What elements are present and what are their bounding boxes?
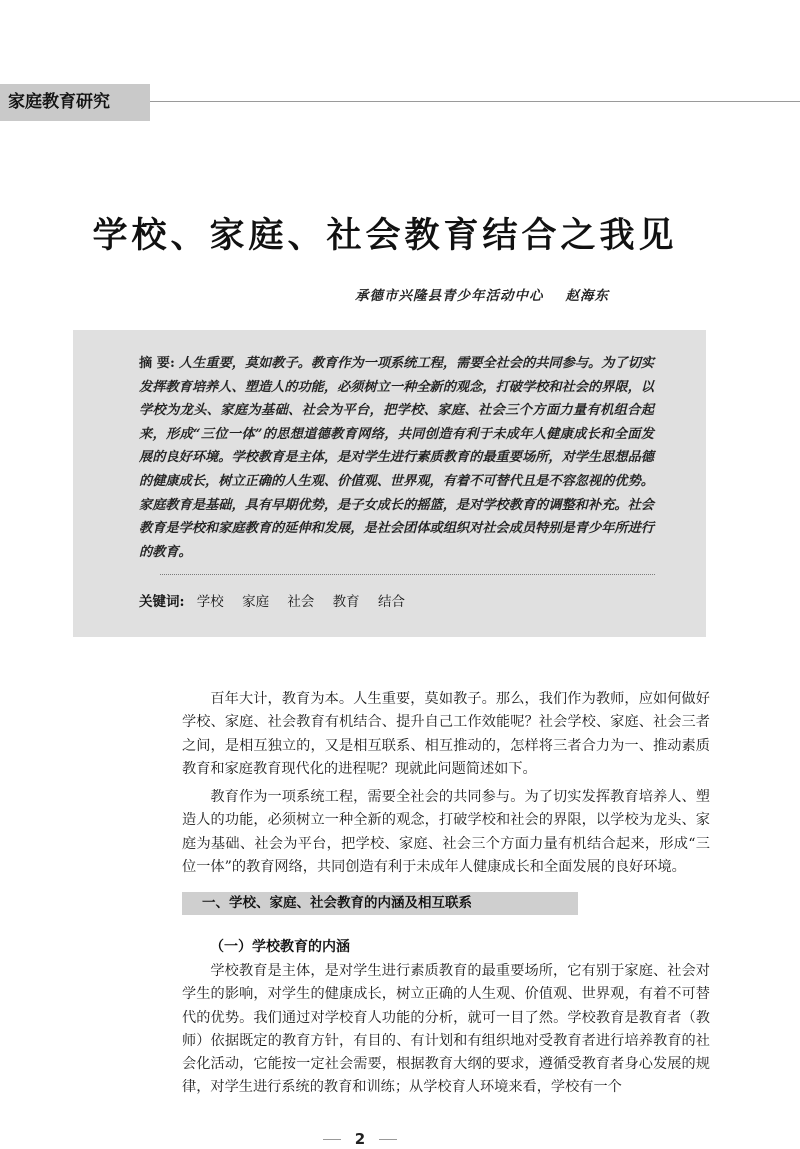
page-number: 2 <box>354 1130 366 1148</box>
footer-rule-left <box>323 1139 341 1140</box>
author-name: 赵海东 <box>565 288 609 304</box>
body-paragraph: 百年大计，教育为本。人生重要，莫如教子。那么，我们作为教师，应如何做好学校、家庭、社会教育有机结合、提升自己工作效能呢？社会学校、家庭、社会三者之间，是相互独立的，又是相互联系、相互推动的，怎样将三者合力为一、推动素质教育和家庭教育现代化的进程呢？现就此问题简述如下。 <box>182 691 710 777</box>
keyword: 家庭 <box>242 594 270 610</box>
abstract <box>139 352 654 564</box>
article-title: 学校、家庭、社会教育结合之我见 <box>92 216 678 256</box>
author-affiliation: 承德市兴隆县青少年活动中心 <box>355 288 544 304</box>
abstract-label: 摘 要: <box>139 356 175 371</box>
byline <box>355 284 609 304</box>
abstract-divider <box>160 574 655 575</box>
keyword: 结合 <box>377 594 405 610</box>
section-heading: 一、学校、家庭、社会教育的内涵及相互联系 <box>182 892 578 915</box>
body-paragraph: 学校教育是主体，是对学生进行素质教育的最重要场所，它有别于家庭、社会对学生的影响，对学生的健康成长，树立正确的人生观、价值观、世界观，有着不可替代的优势。我们通过对学校育人功能的分析，就可一目了然。学校教育是教育者（教师）依据既定的教育方针，有目的、有计划和有组织地对受教育者进行培养教育的社会化活动，它能按一定社会需要，根据教育大纲的要求，遵循受教育者身心发展的规律，对学生进行系统的教育和训练；从学校育人环境来看，学校有一个 <box>182 963 710 1096</box>
keyword: 学校 <box>196 594 224 610</box>
keyword: 教育 <box>332 594 360 610</box>
intro-body <box>182 688 710 884</box>
footer-rule-right <box>379 1139 397 1140</box>
abstract-text: 人生重要，莫如教子。教育作为一项系统工程，需要全社会的共同参与。为了切实发挥教育培养人、塑造人的功能，必须树立一种全新的观念，打破学校和社会的界限，以学校为龙头、家庭为基础、社会为平台，把学校、家庭、社会三个方面力量有机组合起来，形成“三位一体”的思想道德教育网络，共同创造有利于未成年人健康成长和全面发展的良好环境。学校教育是主体，是对学生进行素质教育的最重要场所，对学生思想品德的健康成长，树立正确的人生观、价值观、世界观，有着不可替代且是不容忽视的优势。家庭教育是基础，具有早期优势，是子女成长的摇篮，是对学校教育的调整和补充。社会教育是学校和家庭教育的延伸和发展，是社会团体或组织对社会成员特别是青少年所进行的教育。 <box>139 356 654 560</box>
page-footer <box>0 1130 720 1148</box>
section-label: 家庭教育研究 <box>0 84 150 121</box>
section-body <box>182 960 710 1105</box>
header-rule <box>150 101 800 102</box>
body-paragraph: 教育作为一项系统工程，需要全社会的共同参与。为了切实发挥教育培养人、塑造人的功能，必须树立一种全新的观念，打破学校和社会的界限，以学校为龙头、家庭为基础、社会为平台，把学校、家庭、社会三个方面力量有机结合起来，形成“三位一体”的教育网络，共同创造有利于未成年人健康成长和全面发展的良好环境。 <box>182 789 710 876</box>
keywords-label: 关键词: <box>139 594 185 610</box>
keywords <box>139 590 411 610</box>
subsection-heading: （一）学校教育的内涵 <box>210 939 350 955</box>
keyword: 社会 <box>287 594 315 610</box>
